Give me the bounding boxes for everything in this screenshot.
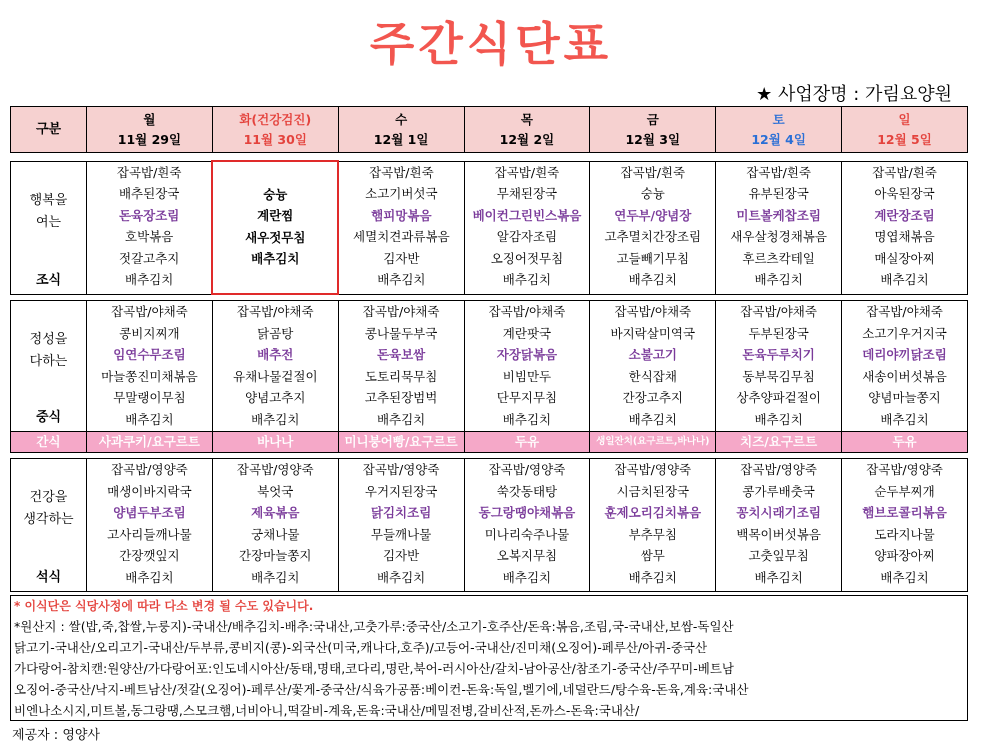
menu-item: 쌈무	[640, 548, 665, 563]
menu-item: 알감자조림	[496, 229, 558, 244]
menu-item: 백목이버섯볶음	[736, 526, 821, 542]
menu-item: 단무지무침	[496, 390, 558, 405]
header-day-6	[842, 107, 968, 153]
menu-item: 잡곡밥/야채죽	[740, 304, 817, 319]
snack-day-1: 바나나	[212, 432, 338, 453]
menu-item: 잡곡밥/영양죽	[362, 462, 440, 477]
menu-item: 잡곡밥/영양죽	[614, 462, 692, 477]
menu-item: 돈육장조림	[118, 207, 180, 223]
menu-item: 부추무침	[628, 526, 677, 542]
origin-line: 가다랑어-참치캔:원양산/가다랑어포:인도네시아산/동태,명태,코다리,명란,북어-러시아산/갈치-남아공산/참조기-중국산/주꾸미-베트남	[14, 661, 734, 676]
menu-item: 무채된장국	[496, 186, 558, 201]
menu-item: 세멸치견과류볶음	[353, 229, 450, 244]
header-day-1	[212, 107, 338, 153]
menu-item: 두부된장국	[748, 325, 809, 341]
menu-item: 데리야끼닭조림	[862, 347, 947, 362]
menu-item: 간장깻잎지	[119, 548, 180, 563]
breakfast-label-sub: 조식	[35, 272, 62, 288]
dinner-day-3	[464, 459, 590, 592]
header-day-date: 12월 4일	[751, 131, 806, 147]
menu-item: 오복지무침	[496, 548, 558, 563]
snack-day-5: 치즈/요구르트	[716, 432, 842, 453]
lunch-label-sub: 중식	[35, 410, 62, 425]
header-day-2	[338, 107, 464, 153]
menu-item: 잡곡밥/야채죽	[488, 304, 566, 319]
menu-item: 동그랑땡야채볶음	[478, 505, 576, 520]
menu-item: 잡곡밥/영양죽	[236, 462, 314, 477]
menu-item: 상추양파겉절이	[736, 390, 821, 405]
breakfast-label-main: 행복을 여는	[29, 192, 68, 230]
menu-item: 잡곡밥/영양죽	[488, 462, 566, 477]
menu-item: 후르츠칵테일	[742, 250, 815, 266]
menu-item: 고춧잎무침	[748, 548, 809, 563]
breakfast-day-0	[87, 161, 213, 294]
dinner-day-4	[590, 459, 716, 592]
header-row	[10, 106, 968, 153]
dinner-day-5	[716, 459, 842, 592]
header-day-date: 12월 5일	[877, 131, 932, 147]
dinner-label	[11, 459, 87, 592]
origin-line: 오징어-중국산/낙지-베트남산/젓갈(오징어)-페루산/꽃게-중국산/식육가공품:베이컨-돈육:독일,벨기에,네덜란드/탕수육-돈육,계육:국내산	[14, 682, 749, 697]
menu-item: 동부묵김무침	[742, 368, 815, 384]
menu-item: 콩나물두부국	[364, 325, 438, 341]
menu-item: 연두부/양념장	[614, 207, 692, 223]
menu-item: 배추김치	[754, 272, 803, 287]
menu-item: 소고기우거지국	[862, 325, 947, 341]
menu-item: 고추된장범벅	[364, 390, 438, 405]
menu-item: 배추김치	[251, 411, 300, 427]
breakfast-day-3	[464, 161, 590, 294]
dinner-day-2	[338, 459, 464, 592]
menu-item: 베이컨그린빈스볶음	[472, 207, 582, 223]
menu-item: 햄피망볶음	[371, 207, 432, 223]
header-day-date: 11월 29일	[117, 131, 182, 147]
menu-item: 배추김치	[251, 251, 300, 266]
menu-item: 잡곡밥/흰죽	[494, 164, 560, 180]
dinner-day-0	[87, 459, 213, 592]
header-day-4	[590, 107, 716, 153]
menu-item: 잡곡밥/야채죽	[111, 304, 188, 319]
lunch-day-5	[716, 301, 842, 432]
snack-label: 간식	[11, 432, 87, 453]
menu-item: 배추김치	[502, 272, 552, 287]
menu-item: 닭김치조림	[370, 505, 432, 520]
dinner-day-6	[842, 459, 968, 592]
menu-item: 아욱된장국	[874, 186, 935, 201]
menu-item: 비빔만두	[502, 368, 552, 384]
header-day-0	[87, 107, 213, 153]
snack-day-4: 생일잔치(요구르트,바나나)	[590, 432, 716, 453]
menu-item: 배추김치	[754, 569, 803, 585]
menu-item: 무말랭이무침	[113, 390, 186, 405]
menu-item: 새우젓무침	[245, 229, 306, 245]
menu-item: 잡곡밥/흰죽	[746, 164, 811, 180]
menu-item: 임연수무조림	[113, 347, 186, 362]
menu-item: 유부된장국	[748, 186, 809, 201]
menu-item: 잡곡밥/흰죽	[620, 164, 686, 180]
menu-item: 궁채나물	[251, 526, 300, 542]
menu-item: 오징어젓무침	[490, 250, 564, 266]
menu-item: 고추멸치간장조림	[604, 229, 702, 244]
menu-item: 배추김치	[628, 569, 677, 585]
menu-item: 잡곡밥/영양죽	[111, 462, 188, 477]
menu-item: 훈제오리김치볶음	[604, 505, 702, 520]
snack-day-2: 미니붕어빵/요구르트	[338, 432, 464, 453]
menu-item: 자장닭볶음	[496, 347, 558, 362]
lunch-day-2	[338, 301, 464, 432]
dinner-label-main: 건강을 생각하는	[23, 490, 74, 527]
header-day-date: 12월 1일	[373, 131, 429, 147]
lunch-day-6	[842, 301, 968, 432]
breakfast-day-6	[842, 161, 968, 294]
menu-item: 잡곡밥/야채죽	[614, 304, 692, 319]
menu-item: 콩가루배춧국	[742, 483, 815, 499]
menu-item: 한식잡채	[628, 368, 677, 384]
menu-item: 배추김치	[376, 569, 426, 585]
breakfast-day-5	[716, 161, 842, 294]
header-day-name: 월	[143, 111, 156, 127]
snack-day-3: 두유	[464, 432, 590, 453]
origin-line: 닭고기-국내산/오리고기-국내산/두부류,콩비지(콩)-외국산(미국,캐나다,호주)/고등어-국내산/진미채(오징어)-페루산/아귀-중국산	[14, 640, 708, 655]
menu-item: 꽁치시래기조림	[736, 505, 821, 520]
menu-item: 새우살청경채볶음	[730, 229, 827, 244]
menu-item: 잡곡밥/야채죽	[236, 304, 314, 319]
menu-item: 계란팟국	[502, 325, 552, 341]
menu-item: 배추김치	[628, 272, 677, 287]
menu-item: 콩비지찌개	[119, 325, 180, 341]
menu-item: 계란찜	[257, 208, 294, 223]
breakfast-day-1	[212, 161, 338, 294]
menu-item: 배추김치	[125, 272, 174, 287]
breakfast-section	[10, 160, 968, 295]
lunch-day-1	[212, 301, 338, 432]
header-label: 구분	[11, 107, 87, 153]
snack-day-6: 두유	[842, 432, 968, 453]
menu-item: 계란장조림	[874, 207, 935, 223]
menu-item: 고들빼기무침	[616, 250, 690, 266]
menu-item: 배추김치	[754, 411, 803, 427]
menu-item: 도라지나물	[874, 526, 935, 542]
menu-item: 잡곡밥/흰죽	[369, 164, 434, 180]
header-day-date: 11월 30일	[243, 131, 307, 147]
menu-item: 매실장아찌	[874, 250, 935, 266]
menu-item: 배추김치	[376, 411, 426, 427]
menu-item: 간장마늘쫑지	[239, 548, 312, 563]
header-day-3	[464, 107, 590, 153]
menu-item: 고사리들깨나물	[107, 526, 192, 542]
header-day-name: 화(건강검진)	[239, 111, 312, 127]
menu-item: 소고기버섯국	[365, 186, 438, 201]
menu-item: 잡곡밥/흰죽	[872, 164, 937, 180]
menu-item: 잡곡밥/영양죽	[866, 462, 943, 477]
lunch-day-3	[464, 301, 590, 432]
menu-item: 배추김치	[125, 411, 174, 427]
menu-item: 잡곡밥/흰죽	[116, 164, 182, 180]
origin-info	[10, 595, 968, 721]
menu-item: 양념두부조림	[113, 505, 186, 520]
menu-item: 배추김치	[251, 569, 300, 585]
menu-item: 닭곰탕	[257, 325, 294, 341]
header-day-name: 일	[898, 111, 911, 127]
lunch-label	[11, 301, 87, 432]
menu-item: 숭늉	[640, 186, 665, 201]
header-day-date: 12월 3일	[625, 131, 681, 147]
menu-item: 도토리묵무침	[364, 368, 438, 384]
menu-item: 매생이바지락국	[107, 483, 192, 499]
menu-item: 미트볼케찹조림	[736, 207, 821, 223]
menu-item: 배추김치	[880, 411, 929, 427]
menu-item: 잡곡밥/야채죽	[866, 304, 943, 319]
page-title: 주간식단표	[369, 17, 613, 71]
menu-item: 김자반	[382, 548, 420, 563]
menu-item: 젓갈고추지	[118, 250, 180, 266]
dinner-day-1	[212, 459, 338, 592]
workplace-name: ★ 사업장명 : 가림요양원	[756, 84, 952, 105]
menu-item: 김자반	[383, 250, 420, 266]
menu-item: 배추김치	[377, 272, 426, 287]
menu-item: 돈육보쌈	[376, 347, 426, 362]
lunch-day-4	[590, 301, 716, 432]
menu-item: 바지락살미역국	[610, 325, 696, 341]
menu-item: 양념고추지	[245, 390, 306, 405]
header-day-name: 금	[646, 111, 659, 127]
menu-item: 유채나물겉절이	[233, 368, 318, 384]
menu-item: 배추된장국	[118, 186, 180, 201]
menu-item: 양념마늘쫑지	[868, 390, 941, 405]
menu-item: 무들깨나물	[370, 526, 432, 542]
menu-item: 배추김치	[880, 272, 929, 287]
menu-item: 잡곡밥/야채죽	[362, 304, 440, 319]
origin-line: *원산지 : 쌀(밥,죽,찹쌀,누룽지)-국내산/배추김치-배추:국내산,고춧가루:중국산/소고기-호주산/돈육:볶음,조림,국-국내산,보쌈-독일산	[14, 619, 734, 634]
menu-item: 배추김치	[628, 411, 677, 427]
header-day-5	[716, 107, 842, 153]
breakfast-day-2	[338, 161, 464, 294]
origin-line: 비엔나소시지,미트볼,동그랑땡,스모크햄,너비아니,떡갈비-계육,돈육:국내산/메밀전병,갈비산적,돈까스-돈육:국내산/	[14, 703, 640, 718]
header-day-name: 목	[520, 111, 533, 127]
header-day-name: 토	[772, 111, 785, 127]
menu-item: 미나리숙주나물	[484, 526, 570, 542]
provider: 제공자 : 영양사	[12, 728, 100, 743]
menu-item: 소불고기	[628, 347, 677, 362]
menu-item: 순두부찌개	[874, 483, 935, 499]
menu-item: 북엇국	[257, 483, 294, 499]
header-day-date: 12월 2일	[499, 131, 555, 147]
menu-item: 호박볶음	[125, 229, 174, 244]
breakfast-day-4	[590, 161, 716, 294]
menu-item: 배추김치	[502, 411, 552, 427]
menu-item: 배추김치	[502, 569, 552, 585]
breakfast-label	[11, 161, 87, 294]
menu-item: 시금치된장국	[616, 483, 690, 499]
menu-item: 숭늉	[263, 186, 288, 202]
menu-item: 제육볶음	[251, 505, 300, 520]
menu-item: 배추김치	[880, 569, 929, 585]
menu-item: 돈육두루치기	[742, 347, 815, 362]
change-notice: * 이식단은 식당사정에 따라 다소 변경 될 수도 있습니다.	[14, 599, 314, 613]
menu-item: 잡곡밥/영양죽	[740, 462, 817, 477]
menu-item: 우거지된장국	[364, 483, 438, 499]
menu-item: 간장고추지	[622, 390, 683, 405]
menu-item: 쑥갓동태탕	[496, 483, 558, 499]
dinner-section	[10, 458, 968, 592]
header-day-name: 수	[395, 111, 408, 127]
dinner-label-sub: 석식	[35, 570, 62, 585]
lunch-section	[10, 300, 968, 453]
menu-item: 배추전	[257, 347, 294, 362]
lunch-day-0	[87, 301, 213, 432]
menu-item: 배추김치	[125, 569, 174, 585]
menu-item: 양파장아찌	[874, 548, 935, 563]
snack-day-0: 사과쿠키/요구르트	[87, 432, 213, 453]
menu-item: 햄브로콜리볶음	[862, 505, 947, 520]
menu-item: 새송이버섯볶음	[862, 368, 947, 384]
menu-item: 마늘쫑진미채볶음	[101, 368, 198, 384]
menu-item: 명엽채볶음	[874, 229, 935, 244]
lunch-label-main: 정성을 다하는	[29, 332, 68, 369]
